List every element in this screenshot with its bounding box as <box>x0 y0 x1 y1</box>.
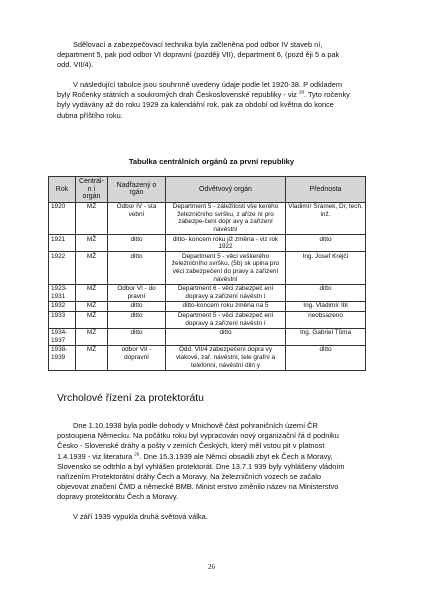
paragraph-protectorate: Dne 1.10.1938 byla podle dohody v Mnichově část pohraničních území ČR postoupena Německu. Na počátku roku byl vypracován nový organizační řá d podniku Česko - Slovenské dráhy a pošty v zemích Českých, který měl vstou pit v platnost 1.4.1939 - viz literatura $^{26}$. Dne 15.3.1939 ale Němci obsadili zbyt ek Čech a Moravy, Slovensko se odtrhlo a byl vyhlášen protektorát. Dne 13.7.1 939 byly vyhlášeny vládním nařízením Protektorátní dráhy Čech a Moravy. Na železničních vozech se začalo objevovat značení ČMD a německé BMB. Minist erstvo změnilo název na Ministerstvo dopravy protektorátu Čech a Moravy. <box>57 421 345 502</box>
cell-superior: ditto <box>108 328 166 345</box>
cell-central: MŽ <box>76 202 108 234</box>
cell-central: MŽ <box>76 252 108 284</box>
header-central-organ: Centrál-n í orgán <box>76 177 108 203</box>
cell-central: MŽ <box>76 328 108 345</box>
cell-superior: ditto <box>108 252 166 284</box>
cell-year: 1934-1937 <box>49 328 76 345</box>
footnote-ref: 28 <box>298 89 304 95</box>
cell-central: MŽ <box>76 311 108 328</box>
cell-superior: Odbor IV - sta vební <box>108 202 166 234</box>
cell-head: neobsazeno <box>286 311 366 328</box>
cell-year: 1923-1931 <box>49 284 76 301</box>
cell-superior: ditto <box>108 301 166 311</box>
header-year: Rok <box>49 177 76 203</box>
cell-year: 1921 <box>49 235 76 252</box>
cell-branch: Odd. VII/4 zabezpečení dopra vy vlakové, zař. návěstní, tele grafní a telefonní, návěstní dlin y <box>166 345 286 370</box>
header-head: Přednosta <box>286 177 366 203</box>
cell-branch: Department 5 - věci zabezpeč ení dopravy a zařízení návěstn í <box>166 311 286 328</box>
table-row <box>49 345 366 370</box>
cell-year: 1938-1939 <box>49 345 76 370</box>
central-organs-table <box>48 176 366 371</box>
cell-branch: Department 5 - věci veškerého železničního svršku, (5b) sk upina pro věci zabezpečení do pravy a zařízení návěstní <box>166 252 286 284</box>
cell-central: MŽ <box>76 284 108 301</box>
paragraph-table-intro: V následující tabulce jsou souhrnně uvedeny údaje podle let 1920-38. P odkladem byly Ročenky státních a soukromých drah Československé republiky - viz $^{28}$. Tyto ročenky byly vydávány až do roku 1929 za kalendářní rok, pak za období od května do konce dubna příštího roku. <box>57 80 350 120</box>
table-row <box>49 252 366 284</box>
cell-central: MŽ <box>76 235 108 252</box>
cell-year: 1933 <box>49 311 76 328</box>
table-row <box>49 284 366 301</box>
cell-branch: Department 6 - věci zabezpeč ení dopravy a zařízení návěstn í <box>166 284 286 301</box>
cell-branch: ditto- koncem roku již změna - viz rok 1922 <box>166 235 286 252</box>
cell-branch: ditto <box>166 328 286 345</box>
table-row <box>49 311 366 328</box>
table-row <box>49 235 366 252</box>
section-heading: Vrcholové řízení za protektorátu <box>57 393 204 404</box>
cell-year: 1932 <box>49 301 76 311</box>
cell-year: 1920 <box>49 202 76 234</box>
cell-head: Ing. Josef Krejčí <box>286 252 366 284</box>
cell-superior: ditto <box>108 311 166 328</box>
cell-year: 1922 <box>49 252 76 284</box>
cell-superior: odbor VII - dopravní <box>108 345 166 370</box>
cell-branch: Department 5 - záležitosti vše kerého železničního svršku, z aříze ní pro zabezpe-čení dopr avy a zařízení návěstní <box>166 202 286 234</box>
cell-superior: ditto <box>108 235 166 252</box>
cell-head: ditto <box>286 284 366 301</box>
table-title: Tabulka centrálních orgánů za první republiky <box>128 157 295 166</box>
cell-head: Ing. Gabriel Tůma <box>286 328 366 345</box>
cell-superior: Odbor VI - do pravní <box>108 284 166 301</box>
table-row <box>49 301 366 311</box>
cell-branch: ditto-koncem roku změna na 5 <box>166 301 286 311</box>
paragraph-signalling-technology: Sdělovací a zabezpečovací technika byla začleněna pod odbor IV staveb ní, department 5, pak pod odbor VI dopravní (později VII), department 6, (pozd ěji 5 a pak odd. VII/4). <box>57 40 340 70</box>
cell-head: ditto <box>286 235 366 252</box>
cell-head: Vladimír Šrámek, Dr, tech. inž. <box>286 202 366 234</box>
footnote-ref: 26 <box>134 451 140 457</box>
table-row <box>49 328 366 345</box>
table-header-row <box>49 177 366 203</box>
table-row <box>49 202 366 234</box>
header-superior-organ: Nadřazený o rgán <box>108 177 166 203</box>
header-branch-organ: Odvětvový orgán <box>166 177 286 203</box>
cell-head: Ing. Vladimír Ibl <box>286 301 366 311</box>
cell-central: MŽ <box>76 345 108 370</box>
paragraph-war: V září 1939 vypukla druhá světová válka. <box>73 512 208 521</box>
cell-head: ditto <box>286 345 366 370</box>
page-number: 26 <box>208 563 215 571</box>
cell-central: MŽ <box>76 301 108 311</box>
